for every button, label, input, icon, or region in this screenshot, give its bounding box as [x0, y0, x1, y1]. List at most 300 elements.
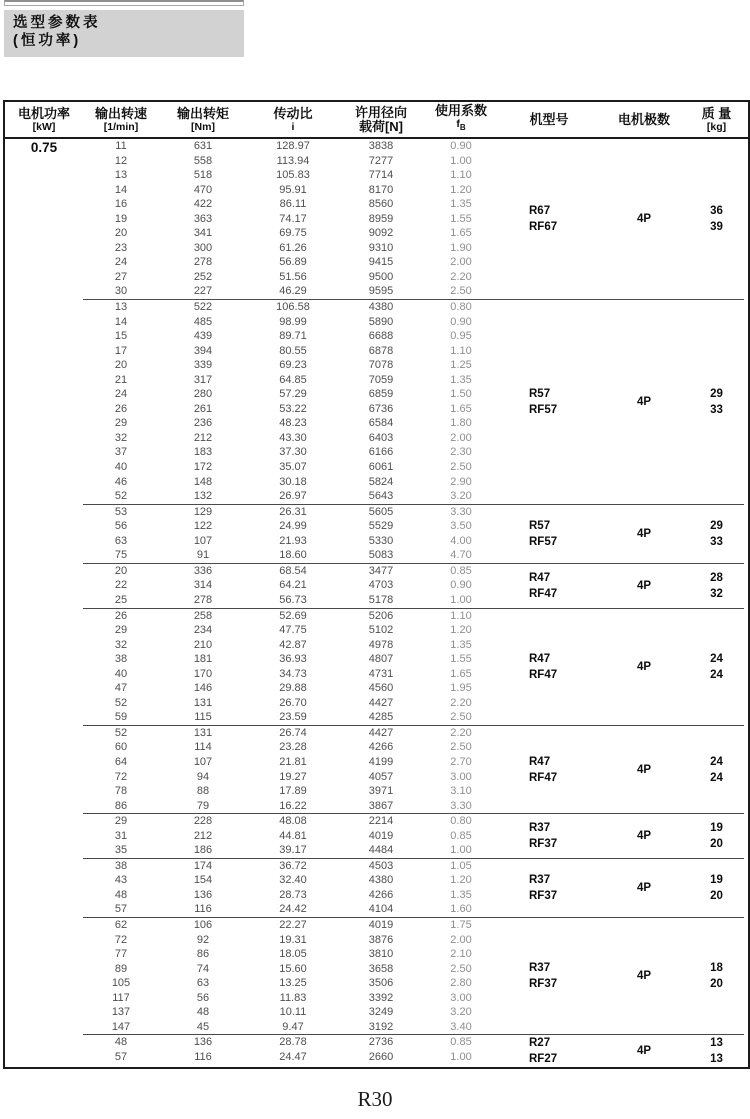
- mass-value: 24: [710, 755, 723, 768]
- ratio-value: 23.59: [279, 711, 307, 724]
- header-motor-power: [5, 102, 83, 137]
- header-service-factor-label: 使用系数: [434, 103, 487, 119]
- torque-value: 258: [193, 609, 213, 622]
- header-mass: [689, 102, 744, 137]
- fb-column: [423, 505, 499, 563]
- table-group: [83, 813, 744, 858]
- table-group: [83, 858, 744, 917]
- ratio-value: 24.99: [279, 520, 307, 533]
- load-value: 4731: [368, 667, 394, 680]
- speed-value: 75: [114, 549, 128, 562]
- table-header-row: [5, 102, 748, 139]
- ratio-value: 86.11: [279, 198, 307, 211]
- speed-value: 13: [114, 169, 128, 182]
- torque-column: [159, 1035, 247, 1067]
- speed-value: 59: [114, 711, 128, 724]
- torque-value: 522: [193, 301, 213, 314]
- poles-column: [599, 300, 689, 504]
- load-value: 9500: [368, 270, 394, 283]
- torque-value: 107: [193, 755, 213, 768]
- table-group: [83, 504, 744, 563]
- poles-value: 4P: [636, 527, 652, 540]
- load-value: 5330: [368, 534, 394, 547]
- mass-column: [689, 918, 744, 1034]
- ratio-value: 28.78: [279, 1036, 307, 1049]
- speed-value: 57: [114, 903, 128, 916]
- fb-value: 1.35: [450, 888, 472, 901]
- table-body: [5, 139, 748, 1067]
- mass-value: 13: [710, 1037, 723, 1050]
- speed-value: 38: [114, 859, 128, 872]
- fb-value: 0.90: [450, 579, 472, 592]
- mass-column: [689, 505, 744, 563]
- mass-value: 20: [710, 978, 723, 991]
- mass-value: 29: [710, 387, 723, 400]
- torque-value: 210: [193, 638, 213, 651]
- header-output-speed-unit: [1/min]: [103, 120, 139, 133]
- speed-value: 17: [114, 344, 128, 357]
- load-value: 5529: [368, 520, 394, 533]
- model-label: R47: [529, 755, 551, 768]
- fb-value: 2.10: [450, 948, 472, 961]
- model-label: R27: [529, 1037, 551, 1050]
- header-output-speed: [83, 102, 159, 137]
- header-ratio: [247, 102, 339, 137]
- ratio-column: [247, 300, 339, 504]
- load-column: [339, 1035, 423, 1067]
- speed-value: 40: [114, 667, 128, 680]
- fb-value: 1.00: [450, 154, 472, 167]
- ratio-value: 29.88: [279, 682, 307, 695]
- speed-value: 72: [114, 770, 128, 783]
- ratio-value: 98.99: [279, 315, 307, 328]
- fb-value: 0.85: [450, 564, 472, 577]
- model-label: RF57: [529, 535, 558, 548]
- ratio-value: 21.93: [279, 534, 307, 547]
- fb-column: [423, 814, 499, 858]
- header-mass-unit: [kg]: [706, 120, 727, 133]
- header-service-factor-symbol: $f_B$: [456, 118, 466, 133]
- load-value: 3838: [368, 140, 394, 152]
- load-value: 4807: [368, 653, 394, 666]
- speed-value: 20: [114, 359, 128, 372]
- torque-value: 86: [196, 948, 210, 961]
- speed-value: 40: [114, 461, 128, 474]
- header-output-speed-label: 输出转速: [94, 105, 147, 121]
- table-group: [83, 917, 744, 1034]
- mass-column: [689, 726, 744, 813]
- load-value: 8959: [368, 212, 394, 225]
- header-motor-power-unit: [kW]: [32, 120, 56, 133]
- speed-value: 25: [114, 593, 128, 606]
- torque-value: 114: [194, 741, 212, 754]
- fb-value: 0.85: [450, 1036, 472, 1049]
- model-label: R57: [529, 519, 551, 532]
- ratio-value: 10.11: [279, 1006, 307, 1019]
- fb-value: 1.50: [450, 388, 472, 401]
- speed-column: [83, 300, 159, 504]
- torque-value: 300: [193, 241, 213, 254]
- ratio-value: 56.89: [279, 256, 307, 269]
- poles-column: [599, 609, 689, 725]
- speed-value: 78: [114, 785, 128, 798]
- speed-value: 37: [114, 446, 128, 459]
- fb-value: 2.50: [450, 461, 472, 474]
- mass-value: 24: [710, 668, 723, 681]
- table-group: [83, 139, 744, 299]
- poles-value: 4P: [636, 881, 652, 894]
- speed-value: 24: [114, 388, 128, 401]
- torque-value: 122: [193, 520, 213, 533]
- fb-value: 3.30: [450, 799, 472, 812]
- fb-value: 1.35: [450, 638, 472, 651]
- mass-value: 33: [710, 403, 723, 416]
- torque-value: 439: [193, 330, 213, 343]
- model-label: RF37: [529, 889, 558, 902]
- ratio-value: 128.97: [276, 140, 310, 152]
- fb-value: 2.00: [450, 256, 472, 269]
- torque-column: [159, 726, 247, 813]
- ratio-value: 69.23: [279, 359, 307, 372]
- speed-value: 57: [114, 1050, 128, 1063]
- model-label: R67: [529, 205, 551, 217]
- header-model: [499, 102, 599, 137]
- ratio-column: [247, 1035, 339, 1067]
- load-column: [339, 609, 423, 725]
- load-value: 4057: [368, 770, 394, 783]
- load-value: 4380: [368, 301, 394, 314]
- torque-value: 48: [196, 1006, 210, 1019]
- ratio-column: [247, 609, 339, 725]
- poles-value: 4P: [636, 829, 652, 842]
- torque-value: 422: [193, 198, 213, 211]
- model-label: RF47: [529, 668, 558, 681]
- ratio-column: [247, 814, 339, 858]
- speed-value: 15: [114, 330, 128, 343]
- header-radial-load: [339, 102, 423, 137]
- torque-value: 518: [193, 169, 213, 182]
- header-radial-load-label2: 载荷[N]: [358, 118, 404, 134]
- load-value: 6878: [368, 344, 394, 357]
- fb-value: 1.75: [450, 918, 472, 931]
- model-column: [499, 609, 599, 725]
- mass-column: [689, 814, 744, 858]
- fb-value: 2.50: [450, 711, 472, 724]
- fb-value: 1.05: [450, 859, 472, 872]
- load-value: 5178: [368, 593, 394, 606]
- poles-column: [599, 1035, 689, 1067]
- torque-column: [159, 505, 247, 563]
- ratio-value: 37.30: [279, 446, 307, 459]
- ratio-value: 53.22: [279, 402, 307, 415]
- torque-value: 261: [193, 402, 213, 415]
- torque-value: 45: [196, 1020, 210, 1033]
- fb-value: 2.30: [450, 446, 472, 459]
- load-value: 6584: [368, 417, 394, 430]
- speed-value: 64: [114, 755, 128, 768]
- ratio-column: [247, 564, 339, 608]
- ratio-value: 34.73: [279, 667, 307, 680]
- speed-value: 14: [114, 183, 128, 196]
- model-label: RF47: [529, 587, 558, 600]
- fb-value: 1.20: [450, 183, 472, 196]
- fb-value: 1.20: [450, 874, 472, 887]
- mass-value: 19: [710, 873, 723, 886]
- poles-column: [599, 814, 689, 858]
- torque-value: 252: [193, 270, 213, 283]
- model-label: RF37: [529, 978, 558, 991]
- model-column: [499, 726, 599, 813]
- ratio-value: 48.08: [279, 815, 307, 828]
- speed-value: 12: [114, 154, 128, 167]
- fb-value: 1.10: [450, 169, 472, 182]
- speed-value: 20: [114, 564, 128, 577]
- load-value: 4019: [368, 829, 394, 842]
- speed-value: 48: [114, 1036, 128, 1049]
- speed-column: [83, 139, 159, 299]
- speed-value: 52: [114, 726, 128, 739]
- speed-value: 31: [114, 829, 128, 842]
- speed-value: 35: [114, 844, 128, 857]
- fb-value: 1.35: [450, 373, 472, 386]
- fb-value: 3.30: [450, 505, 472, 518]
- motor-power-column: [5, 139, 83, 1067]
- torque-value: 154: [193, 874, 213, 887]
- load-value: 6403: [368, 431, 394, 444]
- load-value: 3392: [368, 991, 394, 1004]
- speed-value: 29: [114, 815, 128, 828]
- torque-value: 148: [193, 475, 213, 488]
- ratio-value: 89.71: [279, 330, 307, 343]
- fb-value: 3.10: [450, 785, 472, 798]
- speed-column: [83, 609, 159, 725]
- torque-value: 558: [193, 154, 213, 167]
- load-value: 5824: [368, 475, 394, 488]
- mass-value: 20: [710, 889, 723, 902]
- speed-value: 52: [114, 696, 128, 709]
- ratio-value: 26.97: [279, 490, 307, 503]
- ratio-value: 36.72: [279, 859, 307, 872]
- ratio-value: 105.83: [276, 169, 310, 182]
- torque-column: [159, 609, 247, 725]
- ratio-value: 26.70: [279, 696, 307, 709]
- torque-value: 183: [193, 446, 213, 459]
- torque-value: 172: [193, 461, 213, 474]
- ratio-column: [247, 918, 339, 1034]
- header-radial-load-label1: 许用径向: [354, 104, 407, 120]
- load-value: 2214: [368, 815, 394, 828]
- poles-value: 4P: [636, 660, 652, 673]
- header-model-label: 机型号: [529, 111, 569, 127]
- model-label: RF37: [529, 837, 558, 850]
- torque-value: 92: [196, 933, 210, 946]
- torque-value: 186: [193, 844, 213, 857]
- speed-value: 86: [114, 799, 128, 812]
- table-group: [83, 563, 744, 608]
- torque-value: 132: [193, 490, 213, 503]
- speed-value: 11: [115, 140, 127, 152]
- speed-value: 147: [111, 1020, 131, 1033]
- fb-value: 1.55: [450, 212, 472, 225]
- load-value: 3249: [368, 1006, 394, 1019]
- torque-value: 227: [193, 285, 213, 298]
- poles-column: [599, 918, 689, 1034]
- model-label: R37: [529, 821, 551, 834]
- load-value: 4266: [368, 741, 394, 754]
- page-number: R30: [357, 1087, 393, 1111]
- load-value: 4427: [368, 726, 394, 739]
- ratio-value: 52.69: [279, 609, 307, 622]
- load-column: [339, 505, 423, 563]
- speed-value: 48: [114, 888, 128, 901]
- speed-value: 105: [111, 977, 131, 990]
- ratio-value: 35.07: [279, 461, 307, 474]
- torque-value: 234: [193, 624, 213, 637]
- ratio-value: 51.56: [279, 270, 307, 283]
- fb-value: 1.55: [450, 653, 472, 666]
- torque-value: 116: [194, 903, 212, 916]
- load-value: 4703: [368, 579, 394, 592]
- fb-value: 2.80: [450, 977, 472, 990]
- speed-column: [83, 1035, 159, 1067]
- speed-value: 21: [114, 373, 128, 386]
- fb-column: [423, 564, 499, 608]
- speed-column: [83, 726, 159, 813]
- torque-value: 94: [196, 770, 210, 783]
- fb-value: 2.50: [450, 741, 472, 754]
- ratio-value: 9.47: [282, 1020, 304, 1033]
- torque-value: 341: [193, 227, 213, 240]
- speed-value: 32: [114, 638, 128, 651]
- model-column: [499, 564, 599, 608]
- fb-column: [423, 1035, 499, 1067]
- load-value: 4285: [368, 711, 394, 724]
- ratio-value: 64.21: [279, 579, 307, 592]
- page-title-line2: (恒功率): [13, 32, 82, 49]
- ratio-value: 22.27: [279, 918, 307, 931]
- ratio-value: 46.29: [279, 285, 307, 298]
- load-value: 3971: [368, 785, 394, 798]
- load-value: 4427: [368, 696, 394, 709]
- load-value: 4266: [368, 888, 394, 901]
- ratio-value: 26.74: [279, 726, 307, 739]
- speed-value: 117: [112, 991, 130, 1004]
- ratio-value: 36.93: [279, 653, 307, 666]
- page-title-line1: 选型参数表: [13, 15, 101, 31]
- torque-value: 212: [193, 431, 213, 444]
- torque-value: 236: [193, 417, 213, 430]
- speed-column: [83, 564, 159, 608]
- load-value: 3477: [368, 564, 394, 577]
- header-motor-power-label: 电机功率: [17, 105, 70, 121]
- fb-column: [423, 300, 499, 504]
- mass-value: 28: [710, 571, 723, 584]
- ratio-value: 80.55: [279, 344, 307, 357]
- load-column: [339, 300, 423, 504]
- torque-value: 63: [196, 977, 210, 990]
- speed-value: 52: [114, 490, 128, 503]
- speed-value: 89: [114, 962, 128, 975]
- ratio-column: [247, 726, 339, 813]
- fb-column: [423, 609, 499, 725]
- ratio-value: 43.30: [279, 431, 307, 444]
- mass-value: 20: [710, 837, 723, 850]
- fb-value: 1.90: [450, 241, 472, 254]
- table-group: [83, 725, 744, 813]
- mass-column: [689, 609, 744, 725]
- ratio-value: 47.75: [279, 624, 307, 637]
- load-value: 8170: [368, 183, 394, 196]
- header-motor-poles: [599, 102, 689, 137]
- load-value: 9310: [368, 241, 394, 254]
- mass-value: 18: [710, 962, 723, 975]
- torque-value: 228: [193, 815, 213, 828]
- ratio-value: 19.27: [279, 770, 307, 783]
- torque-value: 174: [193, 859, 213, 872]
- speed-column: [83, 918, 159, 1034]
- mass-value: 29: [710, 519, 723, 532]
- load-value: 3192: [368, 1020, 394, 1033]
- torque-value: 394: [193, 344, 213, 357]
- fb-value: 0.90: [450, 140, 472, 152]
- speed-value: 72: [114, 933, 128, 946]
- ratio-value: 28.73: [279, 888, 307, 901]
- model-label: R37: [529, 962, 551, 975]
- fb-column: [423, 859, 499, 917]
- torque-value: 79: [196, 799, 210, 812]
- load-value: 4503: [368, 859, 394, 872]
- torque-value: 170: [193, 667, 213, 680]
- model-column: [499, 1035, 599, 1067]
- torque-value: 146: [193, 682, 213, 695]
- load-value: 4560: [368, 682, 394, 695]
- torque-value: 363: [193, 212, 213, 225]
- torque-value: 485: [193, 315, 213, 328]
- ratio-value: 74.17: [279, 212, 307, 225]
- header-output-torque: [159, 102, 247, 137]
- fb-value: 2.90: [450, 475, 472, 488]
- torque-value: 470: [193, 183, 213, 196]
- ratio-value: 95.91: [279, 183, 307, 196]
- ratio-value: 17.89: [279, 785, 307, 798]
- speed-value: 30: [114, 285, 128, 298]
- ratio-value: 13.25: [279, 977, 307, 990]
- load-value: 2660: [368, 1050, 394, 1063]
- fb-value: 4.70: [450, 549, 472, 562]
- mass-value: 36: [710, 205, 723, 217]
- load-value: 4380: [368, 874, 394, 887]
- speed-value: 43: [114, 874, 128, 887]
- model-label: RF57: [529, 403, 558, 416]
- ratio-value: 113.94: [276, 154, 310, 167]
- poles-column: [599, 564, 689, 608]
- load-value: 6688: [368, 330, 394, 343]
- speed-value: 38: [114, 653, 128, 666]
- speed-value: 47: [114, 682, 128, 695]
- fb-value: 3.20: [450, 1006, 472, 1019]
- model-label: R47: [529, 652, 551, 665]
- model-label: RF67: [529, 221, 558, 233]
- torque-value: 278: [193, 256, 213, 269]
- load-value: 3658: [368, 962, 394, 975]
- torque-value: 212: [193, 829, 213, 842]
- fb-value: 2.20: [450, 726, 472, 739]
- speed-value: 46: [114, 475, 128, 488]
- table-group: [83, 608, 744, 725]
- fb-value: 2.20: [450, 270, 472, 283]
- ratio-column: [247, 139, 339, 299]
- ratio-value: 68.54: [279, 564, 307, 577]
